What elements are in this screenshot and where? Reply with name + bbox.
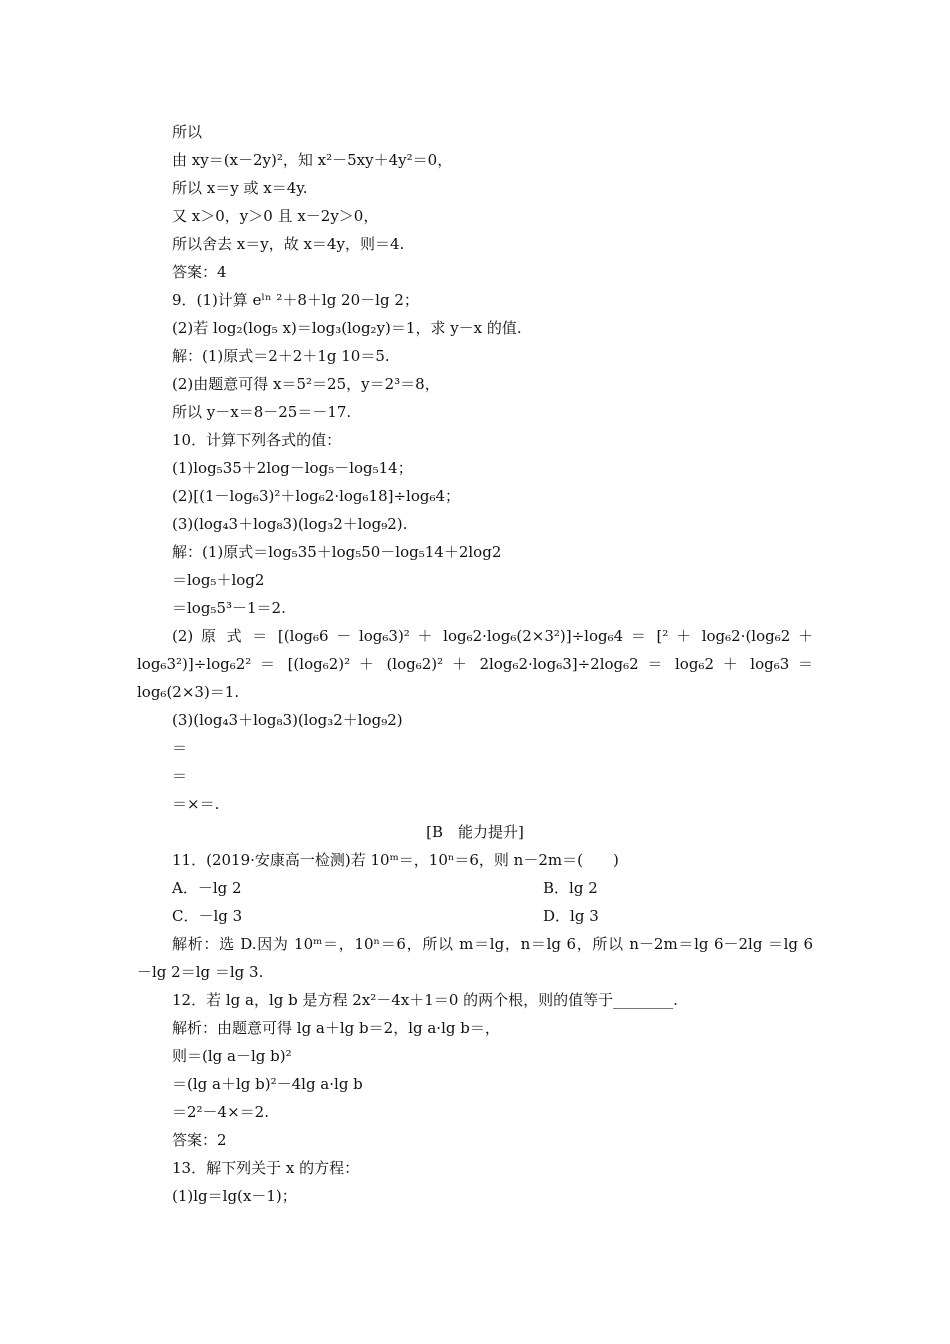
solution-line: 解：(1)原式＝log₅35＋log₅50－log₅14＋2log2 (172, 543, 502, 561)
solution-line: log₆(2×3)＝1. (137, 683, 240, 701)
solution-line: ＝log₅＋log2 (172, 571, 265, 589)
question-11: 11．(2019·安康高一检测)若 10ᵐ＝，10ⁿ＝6，则 n－2m＝( ) (172, 851, 619, 869)
analysis-line: 解析：由题意可得 lg a＋lg b＝2，lg a·lg b＝， (172, 1019, 500, 1037)
solution-line: 解：(1)原式＝2＋2＋1g 10＝5. (172, 347, 390, 365)
solution-line: ＝ (172, 767, 188, 785)
text-line: 所以舍去 x＝y，故 x＝4y，则＝4. (172, 235, 405, 253)
solution-line: (2) 原 式 ＝ [(log₆6 － log₆3)² ＋ log₆2·log₆(2×3²)]÷log₆4 ＝ [² ＋ log₆2·(log₆2 ＋ (172, 627, 813, 645)
solution-line: (3)(log₄3＋log₈3)(log₃2＋log₉2) (172, 711, 403, 729)
solution-line: ＝log₅5³－1＝2. (172, 599, 286, 617)
option-a: A．－lg 2 (172, 879, 242, 897)
question-10-part-3: (3)(log₄3＋log₈3)(log₃2＋log₉2). (172, 515, 408, 533)
question-13: 13．解下列关于 x 的方程： (172, 1159, 360, 1177)
question-9: 9．(1)计算 eˡⁿ ²＋8＋lg 20－lg 2； (172, 291, 419, 309)
question-10-part-1: (1)log₅35＋2log－log₅－log₅14； (172, 459, 413, 477)
text-line: 所以 x＝y 或 x＝4y. (172, 179, 308, 197)
question-9-part-2: (2)若 log₂(log₅ x)＝log₃(log₂y)＝1，求 y－x 的值. (172, 319, 522, 337)
text-line: 由 xy＝(x－2y)²，知 x²－5xy＋4y²＝0， (172, 151, 453, 169)
question-10: 10．计算下列各式的值： (172, 431, 342, 449)
analysis-line: －lg 2＝lg ＝lg 3. (137, 963, 264, 981)
solution-line: 所以 y－x＝8－25＝－17. (172, 403, 352, 421)
analysis-line: 则＝(lg a－lg b)² (172, 1047, 292, 1065)
question-13-part-1: (1)lg＝lg(x－1)； (172, 1187, 297, 1205)
solution-line: ＝×＝. (172, 795, 220, 813)
question-12: 12．若 lg a，lg b 是方程 2x²－4x＋1＝0 的两个根，则的值等于________. (172, 991, 678, 1009)
answer-line: 答案：4 (172, 263, 227, 281)
answer-line: 答案：2 (172, 1131, 227, 1149)
analysis-line: 解析：选 D.因为 10ᵐ＝，10ⁿ＝6，所以 m＝lg，n＝lg 6，所以 n－2m＝lg 6－2lg ＝lg 6 (172, 935, 813, 953)
solution-line: (2)由题意可得 x＝5²＝25，y＝2³＝8， (172, 375, 440, 393)
text-line: 又 x＞0，y＞0 且 x－2y＞0， (172, 207, 379, 225)
solution-line: ＝ (172, 739, 188, 757)
option-b: B．lg 2 (543, 879, 598, 897)
solution-line: log₆3²)]÷log₆2² ＝ [(log₆2)² ＋ (log₆2)² ＋ 2log₆2·log₆3]÷2log₆2 ＝ log₆2 ＋ log₆3 ＝ (137, 655, 813, 673)
section-heading: [B 能力提升] (426, 823, 524, 841)
question-10-part-2: (2)[(1－log₆3)²＋log₆2·log₆18]÷log₆4； (172, 487, 461, 505)
analysis-line: ＝2²－4×＝2. (172, 1103, 269, 1121)
option-c: C．－lg 3 (172, 907, 243, 925)
analysis-line: ＝(lg a＋lg b)²－4lg a·lg b (172, 1075, 363, 1093)
text-line: 所以 (172, 123, 203, 141)
option-d: D．lg 3 (543, 907, 599, 925)
